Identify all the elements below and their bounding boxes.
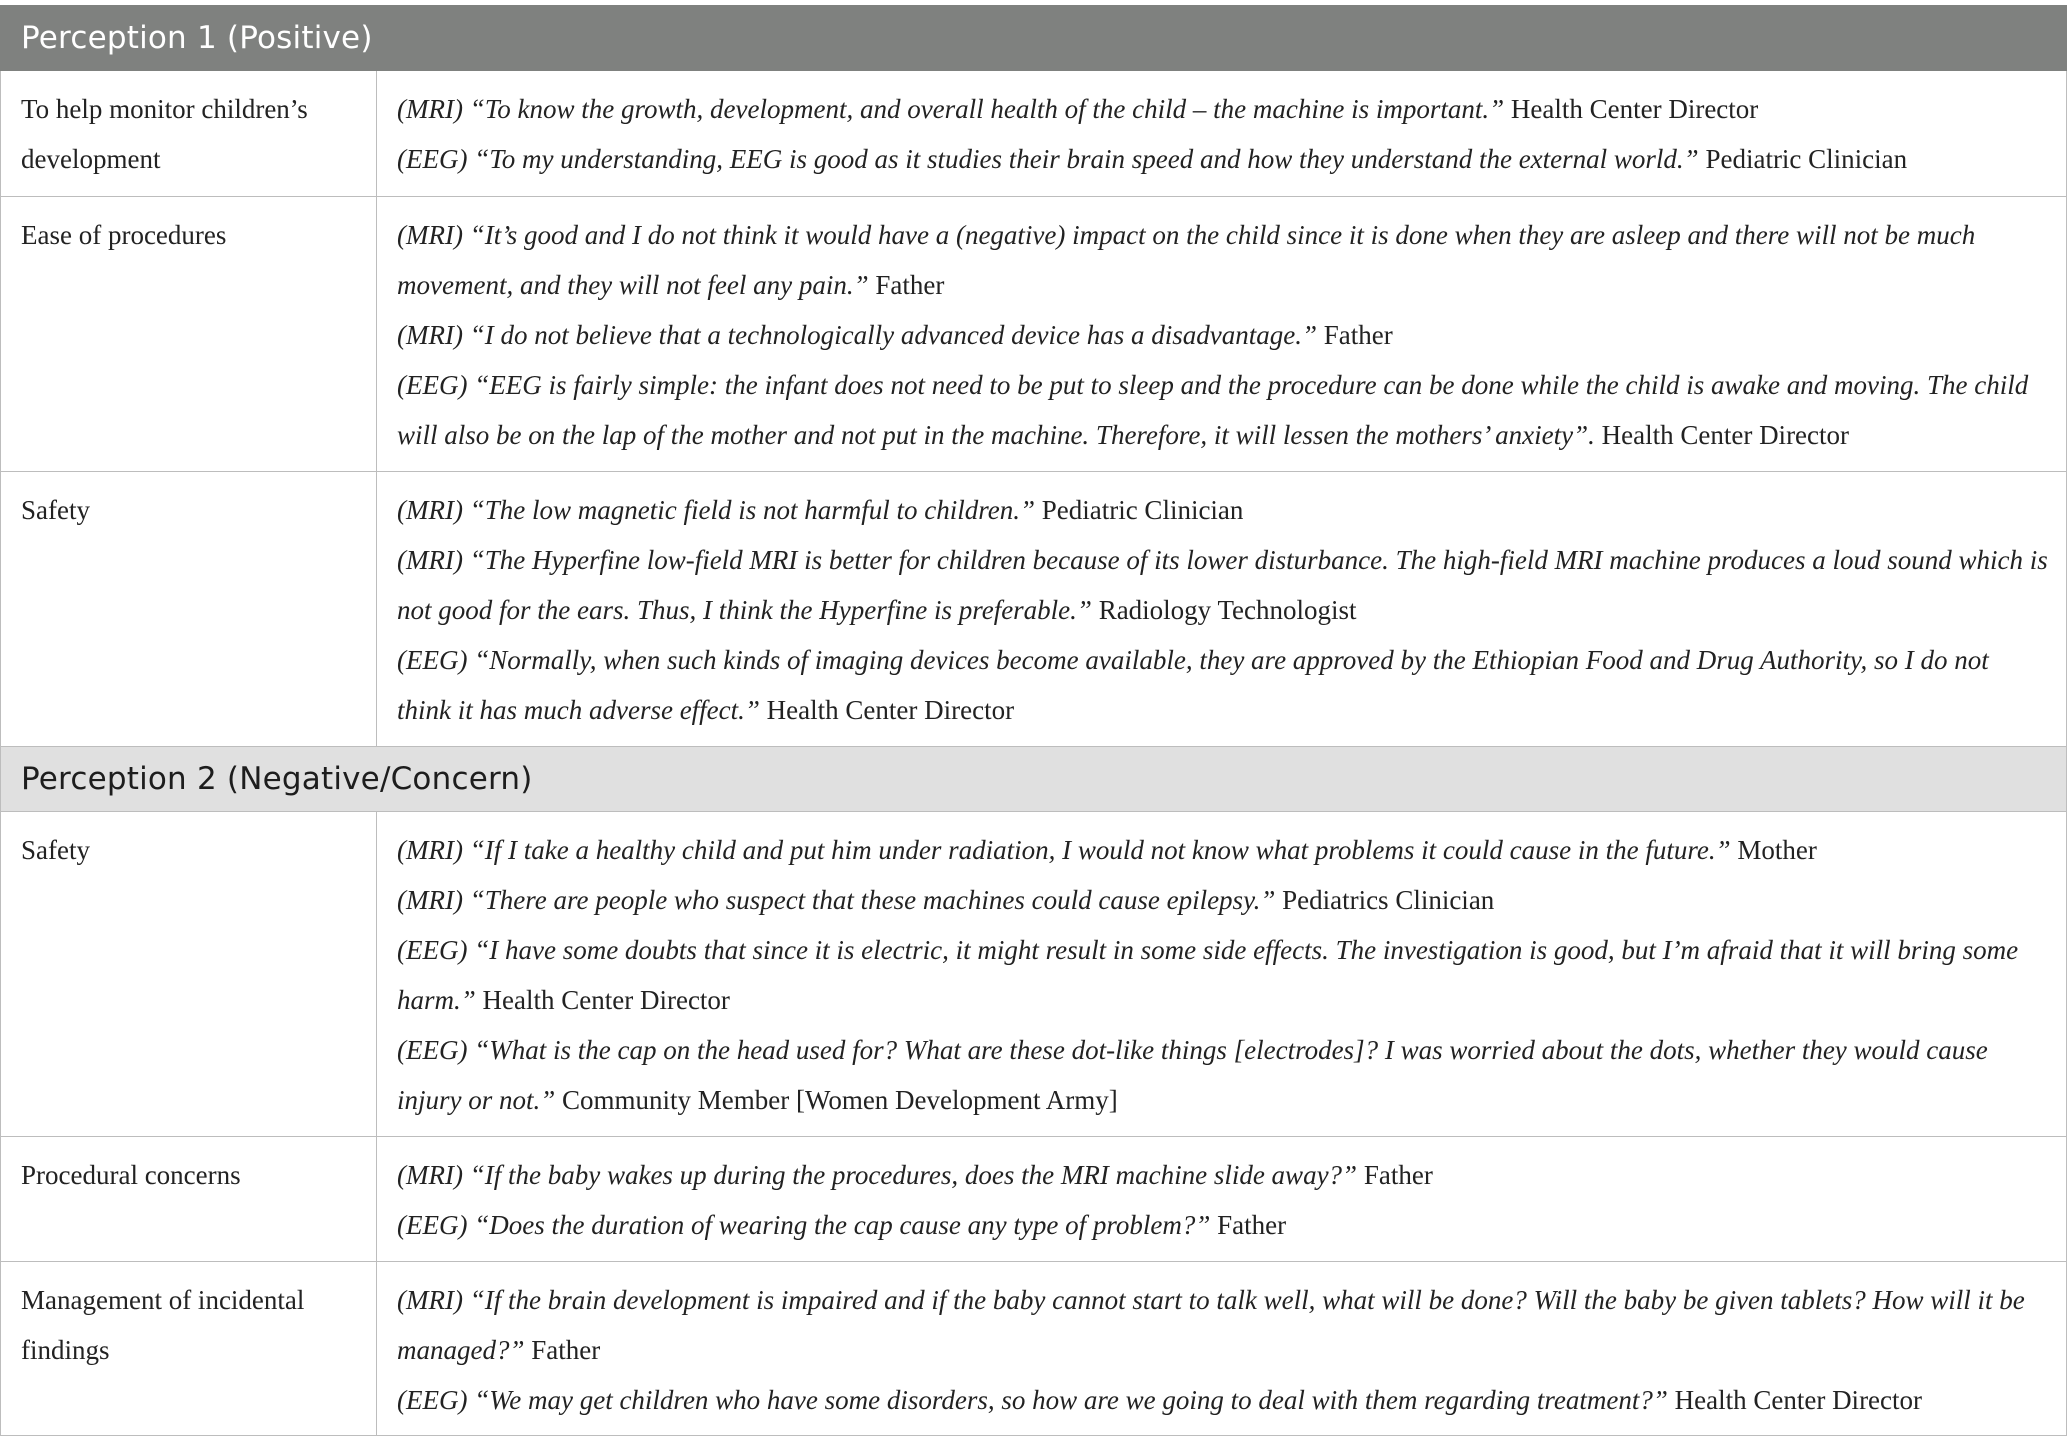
table-row — [1, 812, 2067, 1137]
quote: (MRI) “If the brain development is impaired and if the baby cannot start to talk well, what will be done? Will the baby be given tablets? How will it be managed?” Father — [397, 1285, 2025, 1365]
quote: (EEG) “We may get children who have some disorders, so how are we going to deal with them regarding treatment?” Health Center Director — [397, 1385, 1923, 1415]
perceptions-table — [0, 5, 2067, 1436]
quote: (MRI) “The Hyperfine low-field MRI is better for children because of its lower disturbance. The high-field MRI machine produces a loud sound which is not good for the ears. Thus, I think the Hyperfine is preferable.” Radiology Technologist — [397, 545, 2048, 625]
quotes-cell — [377, 472, 2067, 747]
table-row — [1, 1262, 2067, 1436]
quote: (EEG) “What is the cap on the head used for? What are these dot-like things [electrodes]? I was worried about the dots, whether they would cause injury or not.” Community Member [Women Development Army] — [397, 1035, 1988, 1115]
quotes-cell — [377, 1262, 2067, 1436]
quote: (MRI) “To know the growth, development, and overall health of the child – the machine is important.” Health Center Director — [397, 94, 1759, 124]
quote: (MRI) “If I take a healthy child and put him under radiation, I would not know what problems it could cause in the future.” Mother — [397, 835, 1817, 865]
table-row — [1, 197, 2067, 472]
quote: (EEG) “To my understanding, EEG is good as it studies their brain speed and how they understand the external world.” Pediatric Clinician — [397, 144, 1908, 174]
quotes-cell — [377, 71, 2067, 197]
quote: (EEG) “Normally, when such kinds of imaging devices become available, they are approved by the Ethiopian Food and Drug Authority, so I do not think it has much adverse effect.” Health Center Director — [397, 645, 1989, 725]
category-cell: Ease of procedures — [1, 197, 377, 472]
quote: (MRI) “I do not believe that a technologically advanced device has a disadvantage.” Father — [397, 320, 1393, 350]
category-cell: Procedural concerns — [1, 1137, 377, 1262]
quote: (MRI) “There are people who suspect that these machines could cause epilepsy.” Pediatrics Clinician — [397, 885, 1495, 915]
quotes-cell — [377, 197, 2067, 472]
quote: (MRI) “The low magnetic field is not harmful to children.” Pediatric Clinician — [397, 495, 1244, 525]
quote: (EEG) “Does the duration of wearing the cap cause any type of problem?” Father — [397, 1210, 1287, 1240]
quote: (EEG) “EEG is fairly simple: the infant does not need to be put to sleep and the procedure can be done while the child is awake and moving. The child will also be on the lap of the mother and not put in the machine. Therefore, it will lessen the mothers’ anxiety”. Health Center Director — [397, 370, 2029, 450]
category-cell: To help monitor children’s development — [1, 71, 377, 197]
section-header-negative — [1, 747, 2067, 812]
quote: (EEG) “I have some doubts that since it is electric, it might result in some side effects. The investigation is good, but I’m afraid that it will bring some harm.” Health Center Director — [397, 935, 2019, 1015]
table-row — [1, 472, 2067, 747]
quotes-cell — [377, 1137, 2067, 1262]
quotes-cell — [377, 812, 2067, 1137]
section-title: Perception 1 (Positive) — [1, 6, 2067, 71]
section-title: Perception 2 (Negative/Concern) — [1, 747, 2067, 812]
category-cell: Safety — [1, 812, 377, 1137]
table-row — [1, 1137, 2067, 1262]
quote: (MRI) “If the baby wakes up during the procedures, does the MRI machine slide away?” Father — [397, 1160, 1433, 1190]
category-cell: Safety — [1, 472, 377, 747]
category-cell: Management of incidental findings — [1, 1262, 377, 1436]
quote: (MRI) “It’s good and I do not think it would have a (negative) impact on the child since it is done when they are asleep and there will not be much movement, and they will not feel any pain.” Father — [397, 220, 1976, 300]
section-header-positive — [1, 6, 2067, 71]
table-row — [1, 71, 2067, 197]
